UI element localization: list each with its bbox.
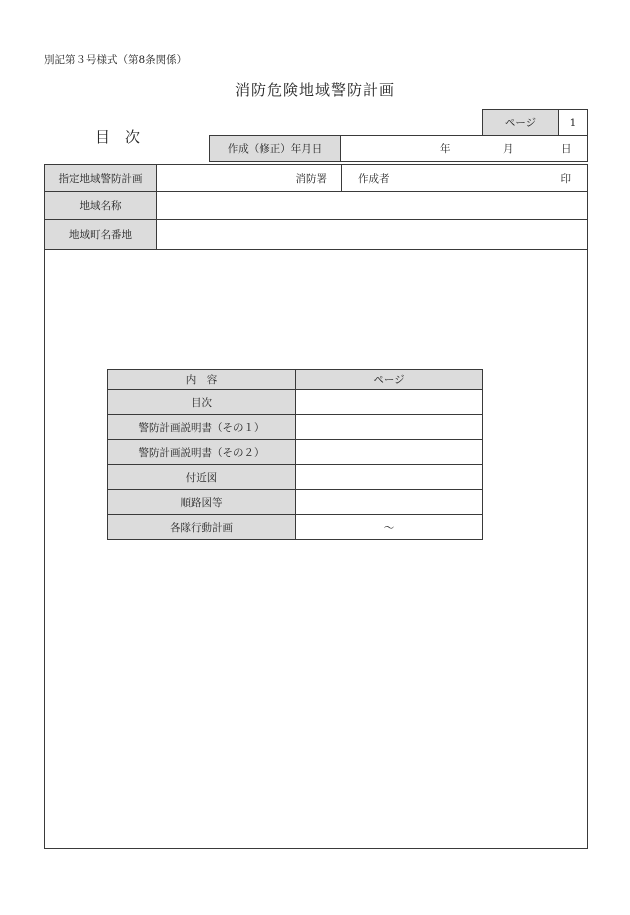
header-content: 内 容 bbox=[107, 369, 296, 390]
table-header-row bbox=[108, 370, 484, 390]
toc-label: 目 次 bbox=[95, 128, 141, 146]
seal-mark: 印 bbox=[560, 172, 571, 185]
contents-table bbox=[108, 370, 484, 540]
page-label-cell: ページ bbox=[482, 109, 559, 136]
row-page[interactable] bbox=[295, 464, 483, 490]
address-field[interactable] bbox=[156, 219, 588, 250]
row-page[interactable] bbox=[295, 414, 483, 440]
table-row bbox=[108, 415, 484, 440]
contents-frame bbox=[44, 249, 588, 849]
row-item: 順路図等 bbox=[107, 489, 296, 515]
table-row bbox=[108, 390, 484, 415]
form-number-note: 別記第３号様式（第8条関係） bbox=[44, 54, 188, 66]
row-page[interactable] bbox=[295, 389, 483, 415]
year-mark: 年 bbox=[440, 143, 451, 155]
creator-label: 作成者 bbox=[358, 172, 390, 185]
day-mark: 日 bbox=[561, 143, 572, 155]
page-number-cell: 1 bbox=[558, 109, 588, 136]
date-label-cell: 作成（修正）年月日 bbox=[209, 135, 341, 162]
month-mark: 月 bbox=[503, 143, 514, 155]
header-page: ページ bbox=[295, 369, 483, 390]
designated-plan-label: 指定地域警防計画 bbox=[44, 164, 157, 192]
area-name-label: 地域名称 bbox=[44, 191, 157, 220]
row-item: 警防計画説明書（その１） bbox=[107, 414, 296, 440]
fire-station-field[interactable] bbox=[156, 164, 342, 192]
table-row bbox=[108, 465, 484, 490]
row-page[interactable] bbox=[295, 439, 483, 465]
row-item: 目次 bbox=[107, 389, 296, 415]
date-value-cell[interactable] bbox=[340, 135, 588, 162]
row-item: 付近図 bbox=[107, 464, 296, 490]
creator-field[interactable] bbox=[341, 164, 588, 192]
row-item: 各隊行動計画 bbox=[107, 514, 296, 540]
row-item: 警防計画説明書（その２） bbox=[107, 439, 296, 465]
row-page[interactable] bbox=[295, 489, 483, 515]
table-row bbox=[108, 440, 484, 465]
fire-station-suffix: 消防署 bbox=[295, 172, 327, 185]
table-row bbox=[108, 490, 484, 515]
page-title: 消防危険地域警防計画 bbox=[234, 81, 395, 99]
address-label: 地域町名番地 bbox=[44, 219, 157, 250]
table-row bbox=[108, 515, 484, 540]
area-name-field[interactable] bbox=[156, 191, 588, 220]
row-page[interactable]: ～ bbox=[295, 514, 483, 540]
